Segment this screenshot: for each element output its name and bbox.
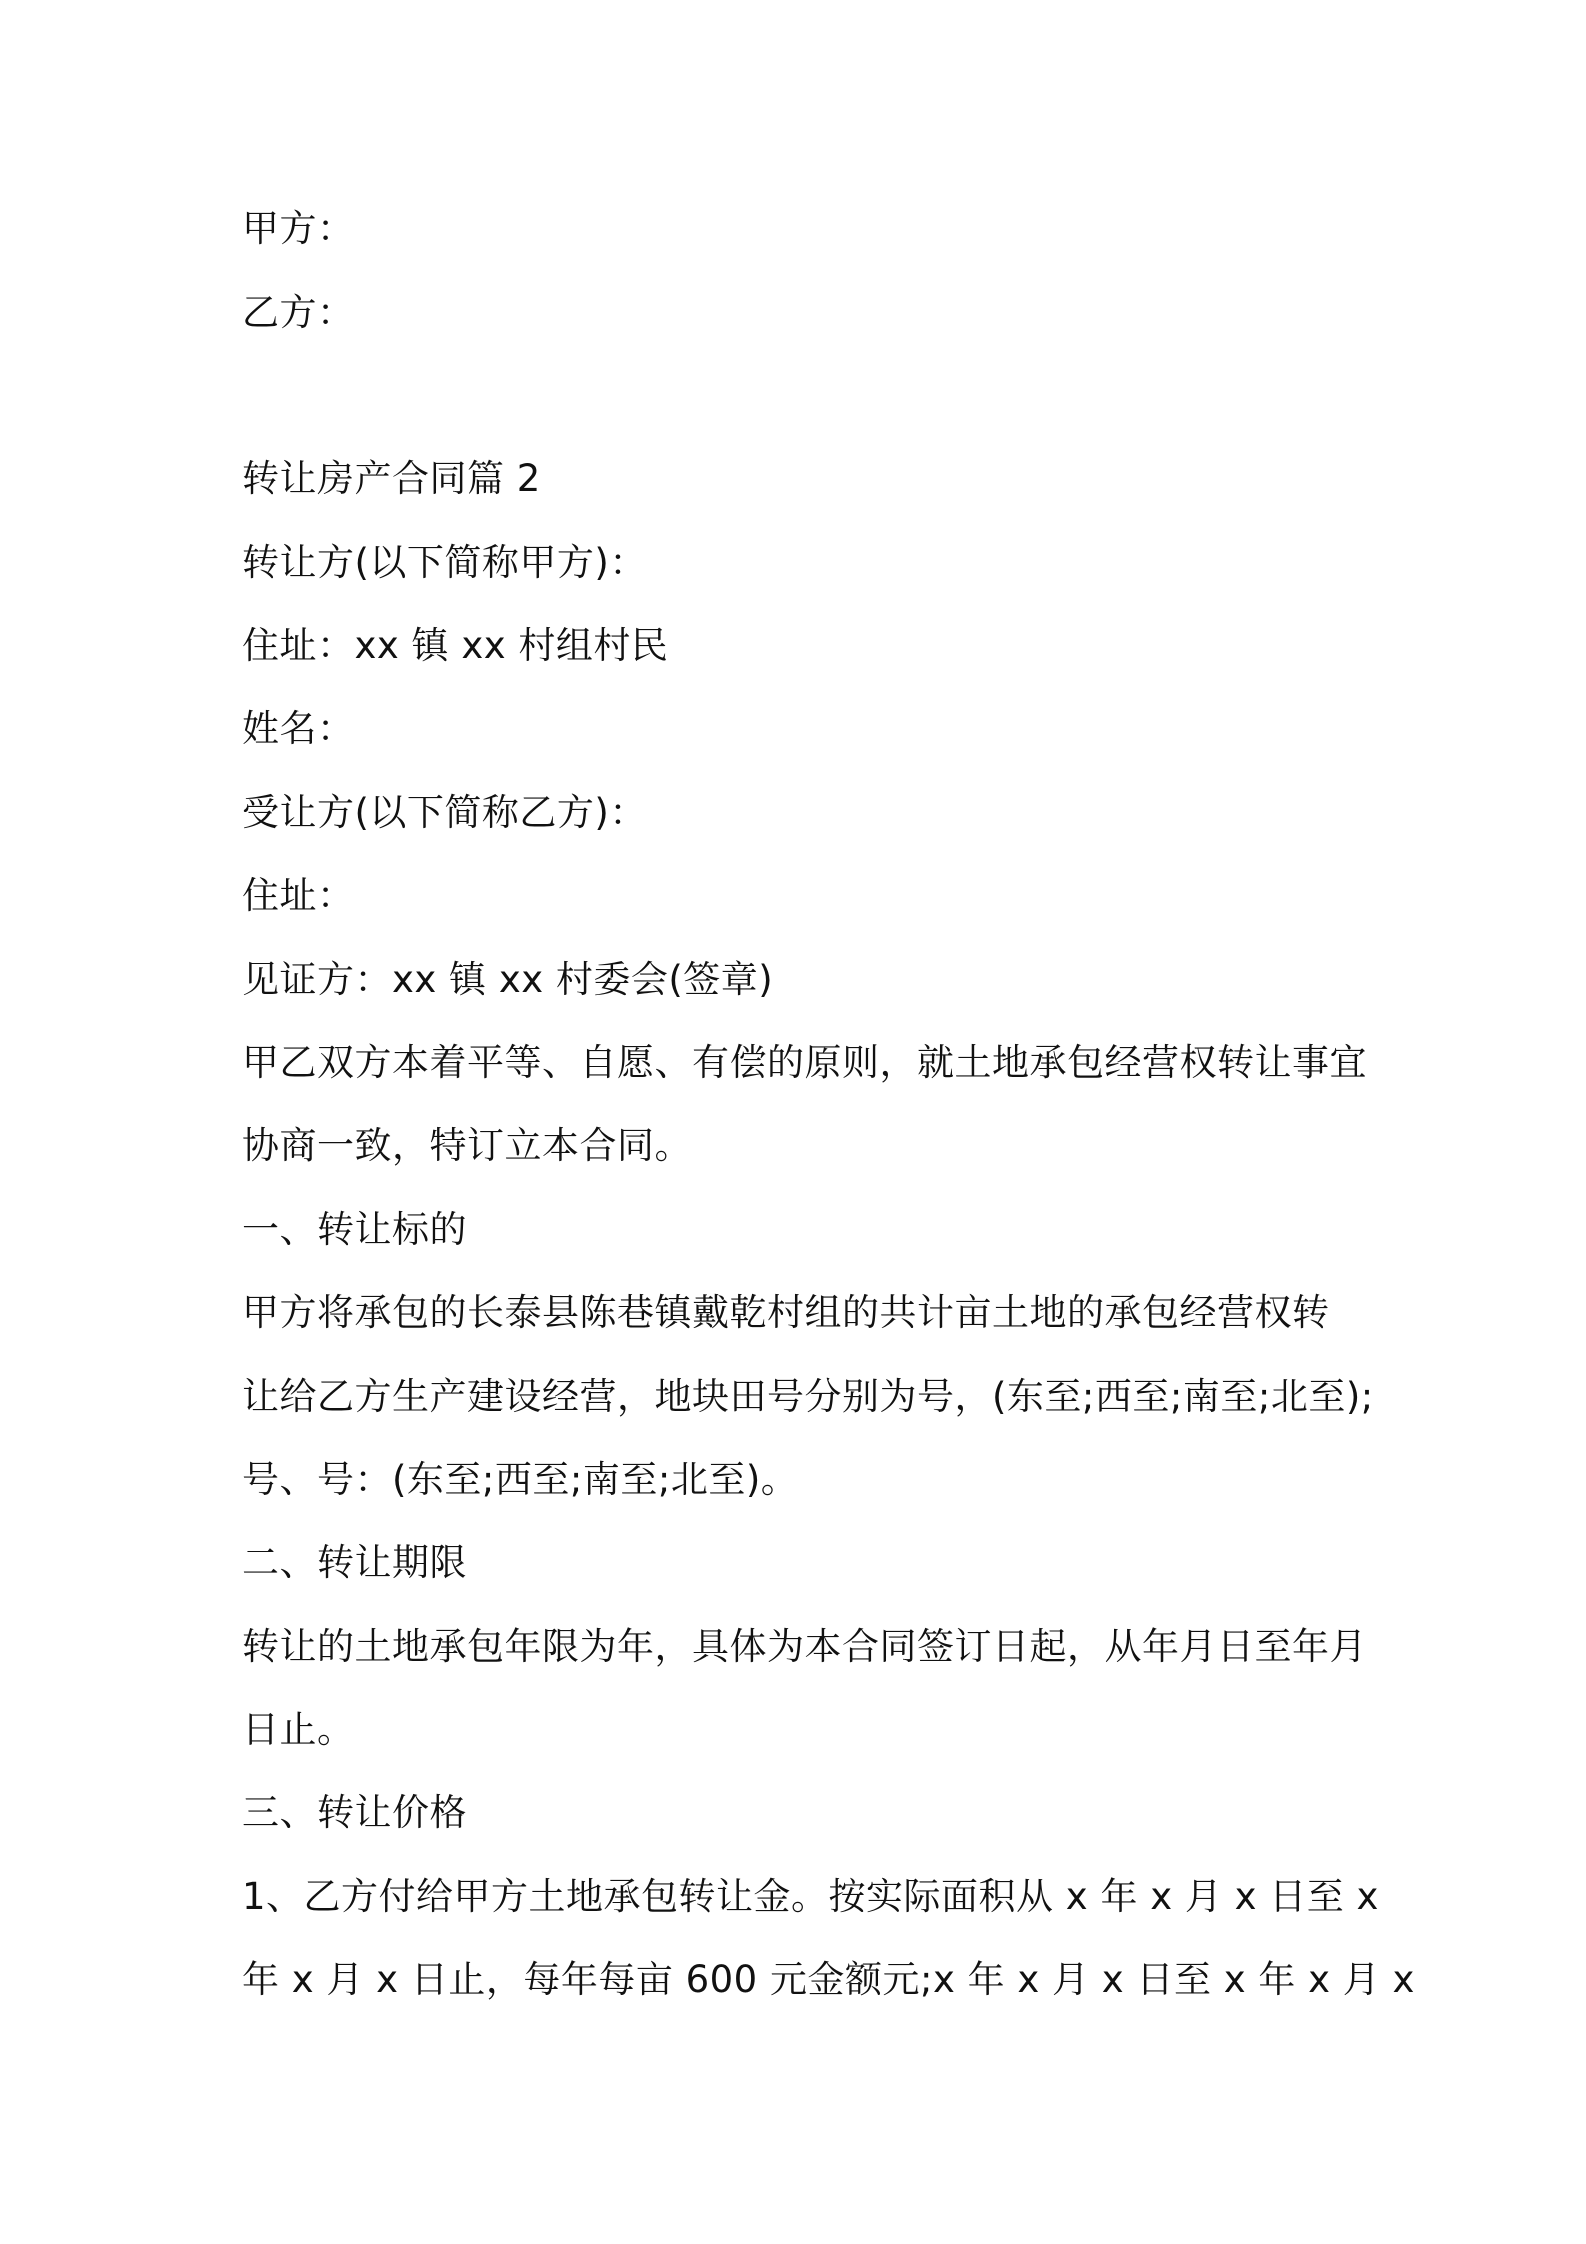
clause-2-heading: 二、转让期限: [242, 1541, 467, 1584]
clause-3-text-line-2: 年 x 月 x 日止，每年每亩 600 元金额元;x 年 x 月 x 日至 x 年 x 月 x: [242, 1958, 1415, 2001]
party-b-label: 乙方：: [242, 291, 355, 334]
transferor-name: 姓名：: [242, 707, 355, 750]
clause-1-text-line-1: 甲方将承包的长泰县陈巷镇戴乾村组的共计亩土地的承包经营权转: [242, 1291, 1330, 1334]
clause-3-heading: 三、转让价格: [242, 1791, 467, 1834]
transferee-address: 住址：: [242, 874, 355, 917]
clause-2-text-line-1: 转让的土地承包年限为年，具体为本合同签订日起，从年月日至年月: [242, 1625, 1367, 1668]
clause-1-heading: 一、转让标的: [242, 1208, 467, 1251]
preamble-line-1: 甲乙双方本着平等、自愿、有偿的原则，就土地承包经营权转让事宜: [242, 1041, 1367, 1084]
section-heading: 转让房产合同篇 2: [242, 457, 541, 500]
clause-2-text-line-2: 日止。: [242, 1708, 355, 1751]
transferee-label: 受让方(以下简称乙方)：: [242, 791, 647, 834]
party-a-label: 甲方：: [242, 207, 355, 250]
preamble-line-2: 协商一致，特订立本合同。: [242, 1124, 692, 1167]
witness-label: 见证方：xx 镇 xx 村委会(签章): [242, 958, 774, 1001]
transferor-label: 转让方(以下简称甲方)：: [242, 541, 647, 584]
clause-1-text-line-2: 让给乙方生产建设经营，地块田号分别为号，(东至;西至;南至;北至);: [242, 1375, 1374, 1418]
clause-1-text-line-3: 号、号：(东至;西至;南至;北至)。: [242, 1458, 799, 1501]
transferor-address: 住址：xx 镇 xx 村组村民: [242, 624, 669, 667]
clause-3-text-line-1: 1、乙方付给甲方土地承包转让金。按实际面积从 x 年 x 月 x 日至 x: [242, 1875, 1379, 1918]
